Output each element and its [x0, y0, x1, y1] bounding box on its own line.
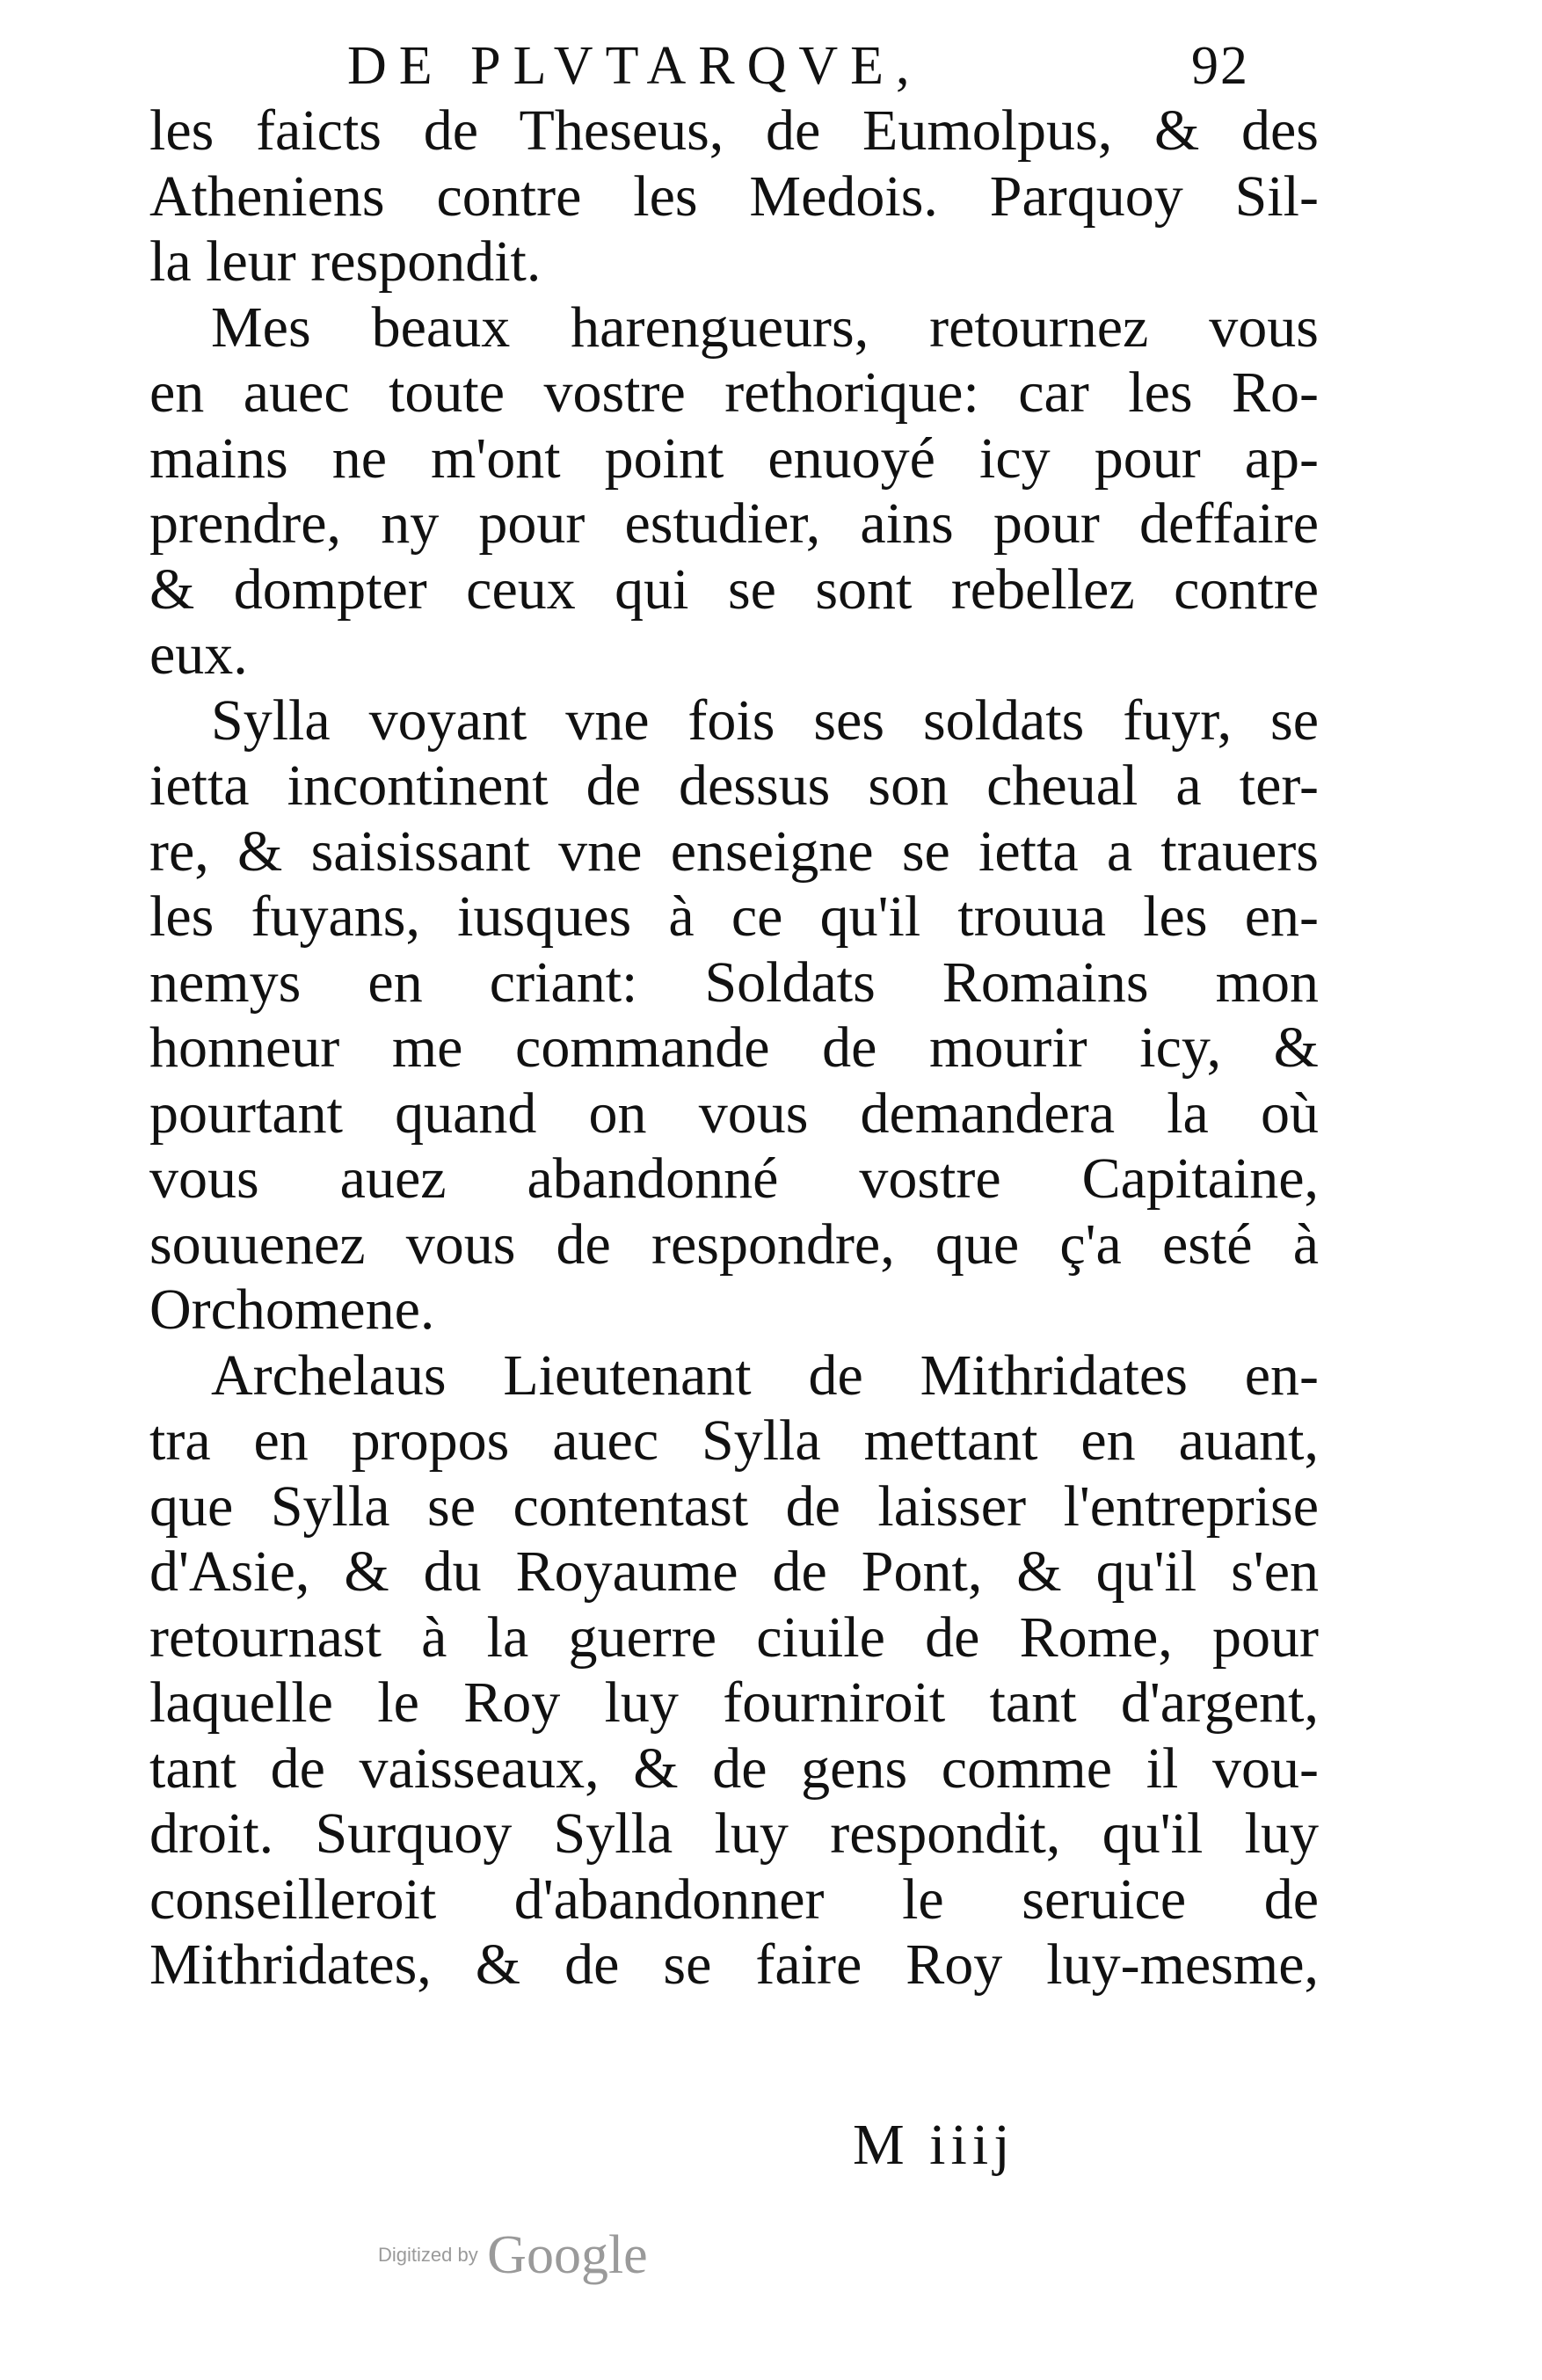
- text-line: que Sylla se contentast de laisser l'entreprise: [149, 1474, 1319, 1539]
- paragraph-start-line: Archelaus Lieutenant de Mithridates en-: [211, 1343, 1319, 1408]
- text-line: droit. Surquoy Sylla luy respondit, qu'il luy: [149, 1801, 1319, 1866]
- text-line: & dompter ceux qui se sont rebellez contre: [149, 557, 1319, 622]
- text-line: tant de vaisseaux, & de gens comme il vou-: [149, 1736, 1319, 1801]
- text-line: vous auez abandonné vostre Capitaine,: [149, 1146, 1319, 1211]
- paragraph-start-line: Mes beaux harengueurs, retournez vous: [211, 295, 1319, 360]
- signature-mark: M iiij: [853, 2113, 1015, 2177]
- running-head: [347, 26, 1314, 106]
- page-number: 92: [1191, 36, 1249, 96]
- text-line: en auec toute vostre rethorique: car les Ro-: [149, 360, 1319, 425]
- text-line: la leur respondit.: [149, 229, 542, 294]
- watermark-prefix: Digitized by: [378, 2244, 478, 2266]
- text-line: retournast à la guerre ciuile de Rome, pour: [149, 1605, 1319, 1670]
- text-line: re, & saisissant vne enseigne se ietta a trauers: [149, 819, 1319, 884]
- text-line: les faicts de Theseus, de Eumolpus, & des: [149, 98, 1319, 163]
- text-line: prendre, ny pour estudier, ains pour deffaire: [149, 491, 1319, 556]
- digitization-watermark: [378, 2224, 648, 2286]
- text-line: pourtant quand on vous demandera la où: [149, 1081, 1319, 1146]
- running-head-title: DE PLVTARQVE,: [347, 36, 922, 96]
- text-line: Mithridates, & de se faire Roy luy-mesme,: [149, 1932, 1319, 1997]
- text-line: les fuyans, iusques à ce qu'il trouua les en-: [149, 884, 1319, 949]
- text-line: mains ne m'ont point enuoyé icy pour ap-: [149, 426, 1319, 491]
- body-text: [149, 98, 1319, 1998]
- text-line: Orchomene.: [149, 1277, 435, 1342]
- text-line: Atheniens contre les Medois. Parquoy Sil-: [149, 164, 1319, 229]
- paragraph-start-line: Sylla voyant vne fois ses soldats fuyr, se: [211, 688, 1319, 753]
- text-line: tra en propos auec Sylla mettant en auant,: [149, 1408, 1319, 1473]
- text-line: honneur me commande de mourir icy, &: [149, 1015, 1319, 1080]
- text-line: eux.: [149, 622, 248, 687]
- text-line: ietta incontinent de dessus son cheual a ter-: [149, 753, 1319, 818]
- text-line: laquelle le Roy luy fourniroit tant d'argent,: [149, 1670, 1319, 1735]
- text-line: d'Asie, & du Royaume de Pont, & qu'il s'en: [149, 1539, 1319, 1604]
- text-line: nemys en criant: Soldats Romains mon: [149, 950, 1319, 1015]
- google-logo: Google: [487, 2225, 648, 2285]
- text-line: conseilleroit d'abandonner le seruice de: [149, 1867, 1319, 1932]
- text-line: souuenez vous de respondre, que ç'a esté à: [149, 1212, 1319, 1277]
